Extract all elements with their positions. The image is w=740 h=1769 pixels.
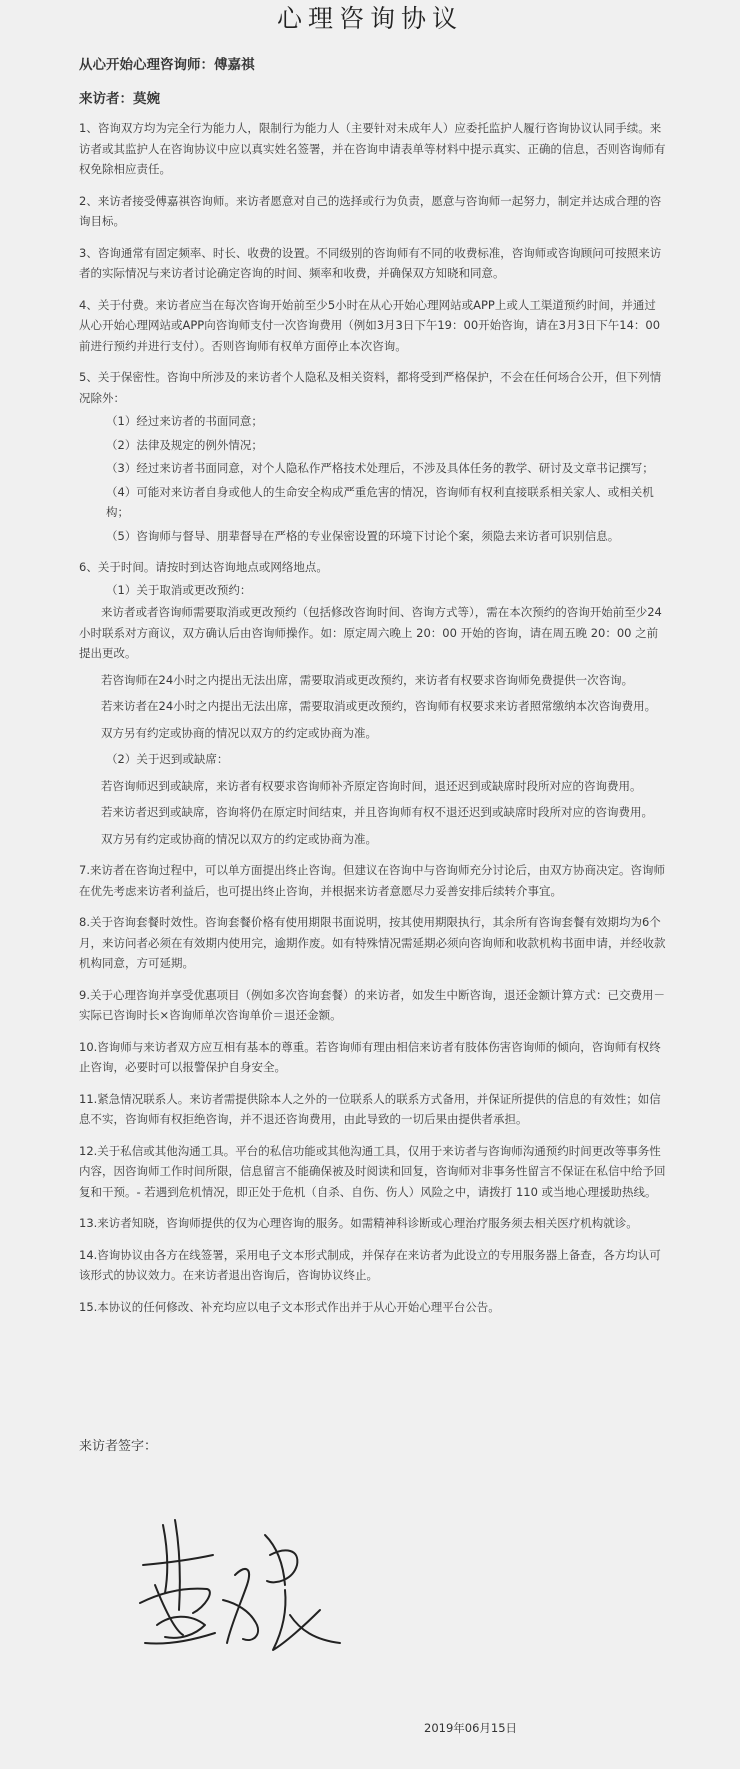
clause-2: 2、来访者接受傅嘉祺咨询师。来访者愿意对自己的选择或行为负责，愿意与咨询师一起努力，制定并达成合理的咨询目标。 [79, 193, 662, 228]
visitor-line: 来访者：莫婉 [79, 91, 160, 107]
agreement-clauses [79, 118, 667, 1317]
clause-5: 5、关于保密性。咨询中所涉及的来访者个人隐私及相关资料，都将受到严格保护，不会在任何场合公开，但下列情况除外： [79, 370, 662, 405]
confidentiality-exception: （4）可能对来访者自身或他人的生命安全构成严重危害的情况，咨询师有权利直接联系相关家人、或相关机构； [106, 484, 654, 519]
confidentiality-exception: （5）咨询师与督导、朋辈督导在严格的专业保密设置的环境下讨论个案，须隐去来访者可识别信息。 [106, 528, 620, 543]
signature-date: 2019年06月15日 [424, 1721, 518, 1735]
clause-7: 7.来访者在咨询过程中，可以单方面提出终止咨询。但建议在咨询中与咨询师充分讨论后，由双方协商决定。咨询师在优先考虑来访者利益后，也可提出终止咨询，并根据来访者意愿尽力妥善安排后续转介事宜。 [79, 863, 665, 898]
document-title: 心理咨询协议 [276, 4, 463, 33]
clause-11: 11.紧急情况联系人。来访者需提供除本人之外的一位联系人的联系方式备用，并保证所提供的信息的有效性；如信息不实，咨询师有权拒绝咨询，并不退还咨询费用，由此导致的一切后果由提供者承担。 [79, 1091, 661, 1126]
clause-15: 15.本协议的任何修改、补充均应以电子文本形式作出并于从心开始心理平台公告。 [79, 1299, 500, 1314]
clause-6-heading: 6、关于时间。请按时到达咨询地点或网络地点。 [79, 560, 328, 574]
signature-label: 来访者签字： [79, 1439, 158, 1454]
confidentiality-exception: （3）经过来访者书面同意，对个人隐私作严格技术处理后，不涉及具体任务的教学、研讨及文章书记撰写； [106, 461, 654, 475]
clause-10: 10.咨询师与来访者双方应互相有基本的尊重。若咨询师有理由相信来访者有肢体伤害咨询师的倾向，咨询师有权终止咨询，必要时可以报警保护自身安全。 [79, 1039, 661, 1074]
clause-4: 4、关于付费。来访者应当在每次咨询开始前至少5小时在从心开始心理网站或APP上或人工渠道预约时间，并通过从心开始心理网站或APP向咨询师支付一次咨询费用（例如3月3日下午19：00开始咨询，请在3月3日下午14：00前进行预约并进行支付）。否则咨询师有权单方面停止本次咨询。 [79, 297, 661, 353]
counselor-line: 从心开始心理咨询师：傅嘉祺 [79, 57, 255, 73]
clause-8: 8.关于咨询套餐时效性。咨询套餐价格有使用期限书面说明，按其使用期限执行，其余所有咨询套餐有效期均为6个月，来访问者必须在有效期内使用完，逾期作废。如有特殊情况需延期必须向咨询师和收款机构书面申请，并经收款机构同意，方可延期。 [79, 915, 666, 970]
clause-6-sub1-text: 来访者或者咨询师需要取消或更改预约（包括修改咨询时间、咨询方式等），需在本次预约的咨询开始前至少24小时联系对方商议，双方确认后由咨询师操作。如：原定周六晚上 20：00 开始的咨询，请在周五晚 20：00 之前提出更改。 [79, 605, 662, 660]
clause-14: 14.咨询协议由各方在线签署，采用电子文本形式制成，并保存在来访者为此设立的专用服务器上备查，各方均认可该形式的协议效力。在来访者退出咨询后，咨询协议终止。 [79, 1247, 661, 1282]
clause-6-sub2-item: 若来访者迟到或缺席，咨询将仍在原定时间结束，并且咨询师有权不退还迟到或缺席时段所对应的咨询费用。 [101, 805, 653, 819]
clause-9: 9.关于心理咨询并享受优惠项目（例如多次咨询套餐）的来访者，如发生中断咨询，退还金额计算方式：已交费用－实际已咨询时长×咨询师单次咨询单价＝退还金额。 [79, 987, 665, 1022]
clause-3: 3、咨询通常有固定频率、时长、收费的设置。不同级别的咨询师有不同的收费标准，咨询师或咨询顾问可按照来访者的实际情况与来访者讨论确定咨询的时间、频率和收费，并确保双方知晓和同意。 [79, 245, 662, 280]
clause-6-sub1-item: 若咨询师在24小时之内提出无法出席，需要取消或更改预约，来访者有权要求咨询师免费提供一次咨询。 [101, 672, 634, 687]
clause-6-sub1-item: 若来访者在24小时之内提出无法出席，需要取消或更改预约，咨询师有权要求来访者照常缴纳本次咨询费用。 [101, 699, 657, 713]
confidentiality-exception: （1）经过来访者的书面同意； [106, 414, 263, 428]
confidentiality-exception: （2）法律及规定的例外情况； [106, 437, 263, 452]
clause-6-sub1-title: （1）关于取消或更改预约： [106, 582, 252, 597]
clause-6-sub1-item: 双方另有约定或协商的情况以双方的约定或协商为准。 [101, 725, 377, 740]
clause-1: 1、咨询双方均为完全行为能力人，限制行为能力人（主要针对未成年人）应委托监护人履行咨询协议认同手续。来访者或其监护人在咨询协议中应以真实姓名签署，并在咨询申请表单等材料中提示真实、正确的信息，否则咨询师有权免除相应责任。 [79, 121, 666, 176]
clause-6-sub2-title: （2）关于迟到或缺席： [106, 752, 229, 766]
handwritten-signature [135, 1515, 345, 1670]
clause-6-sub2-item: 若咨询师迟到或缺席，来访者有权要求咨询师补齐原定咨询时间，退还迟到或缺席时段所对应的咨询费用。 [101, 778, 642, 793]
clause-13: 13.来访者知晓，咨询师提供的仅为心理咨询的服务。如需精神科诊断或心理治疗服务须去相关医疗机构就诊。 [79, 1216, 638, 1230]
clause-12: 12.关于私信或其他沟通工具。平台的私信功能或其他沟通工具，仅用于来访者与咨询师沟通预约时间更改等事务性内容，因咨询师工作时间所限，信息留言不能确保被及时阅读和回复，咨询师对非事务性留言不保证在私信中给予回复和干预。- 若遇到危机情况，即正处于危机（自杀、自伤、伤人）风险之中，请拨打 110 或当地心理援助热线。 [79, 1143, 666, 1199]
clause-6-sub2-item: 双方另有约定或协商的情况以双方的约定或协商为准。 [101, 831, 377, 846]
